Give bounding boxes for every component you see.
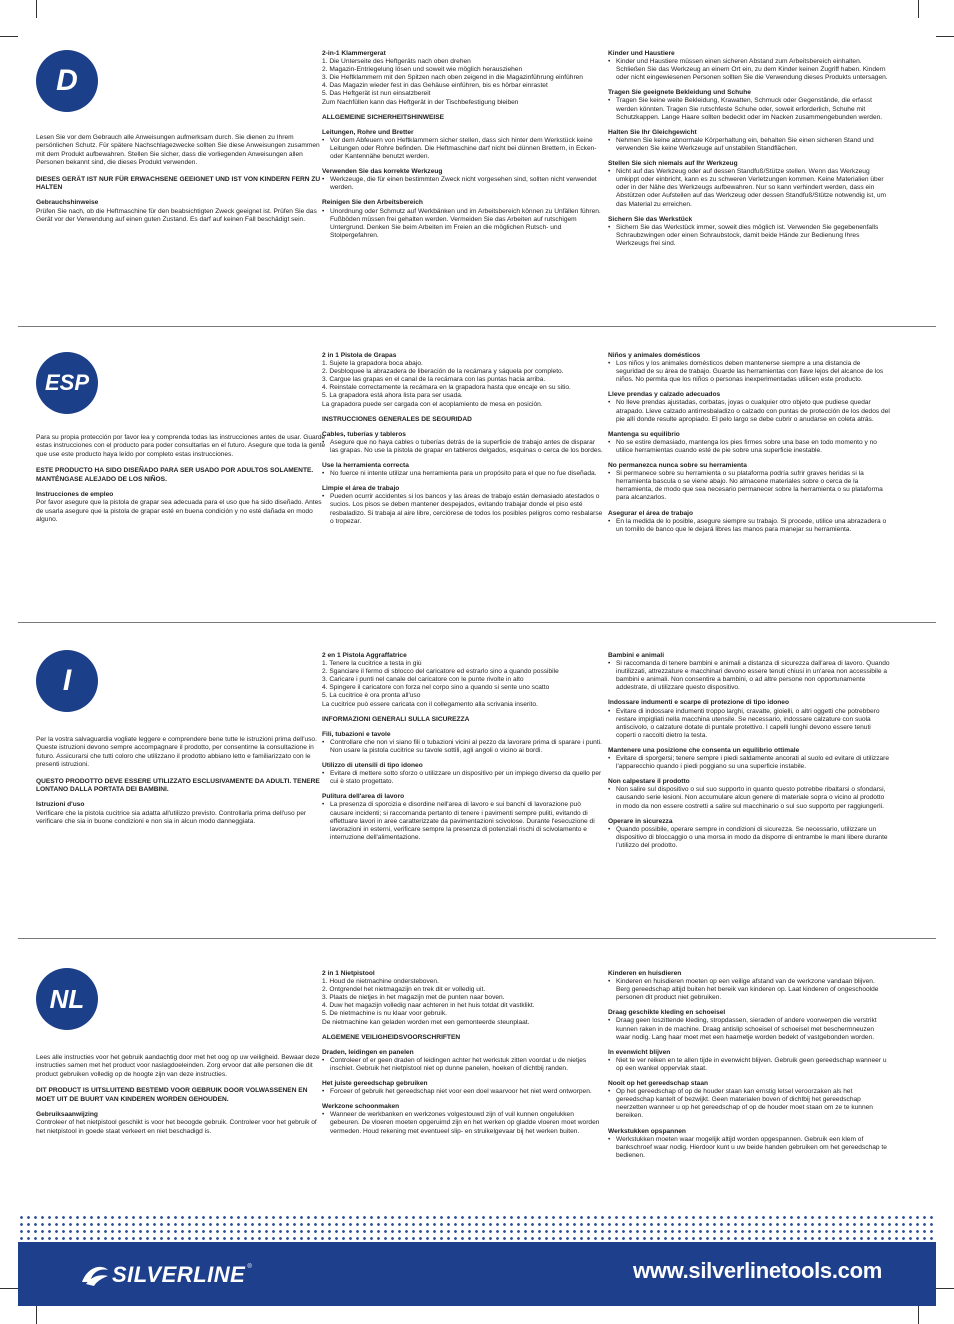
safety-text: • Kinder und Haustiere müssen einen sicheren Abstand zum Arbeitsbereich einhalten. Schließen Sie das Werkzeug an einem Ort ein, zu dem Kinder keinen Zugriff haben. Kindern oder nicht eingewiesenen Personen sollten Sie die Verwendung dieses Produkts untersagen. <box>608 58 890 82</box>
step-item: 4. Reinstale correctamente la recámara en la grapadora hasta que encaje en su sitio. <box>322 384 571 392</box>
usage-heading: Gebrauchshinweise <box>36 199 99 207</box>
general-safety-heading: INSTRUCCIONES GENERALES DE SEGURIDAD <box>322 415 472 423</box>
step-item: 2. Desbloquee la abrazadera de liberación de la recámara y sáquela por completo. <box>322 368 564 376</box>
intro-column <box>36 736 326 827</box>
crop-mark <box>0 1288 18 1289</box>
safety-heading: Use la herramienta correcta <box>322 462 409 470</box>
usage-text: Prüfen Sie nach, ob die Heftmaschine für den beabsichtigten Zweck geeignet ist. Prüfen Sie das Gerät vor der Verwendung auf einen guten Zustand. Es darf auf keinen Fall beschädigt sein. <box>36 207 317 224</box>
steps-note: Zum Nachfüllen kann das Heftgerät in der Tischbefestigung bleiben <box>322 98 519 106</box>
intro-column <box>36 134 326 225</box>
section-divider <box>18 326 936 327</box>
steps-list <box>322 978 604 1018</box>
steps-note: La grapadora puede ser cargada con el acoplamiento de mesa en posición. <box>322 400 543 408</box>
steps-list <box>322 660 604 700</box>
crop-mark <box>918 0 919 18</box>
step-item: 3. Cargue las grapas en el canal de la recámara con las puntas hacia arriba. <box>322 376 546 384</box>
safety-heading: In evenwicht blijven <box>608 1048 671 1056</box>
step-item: 3. Die Heftklammern mit den Spitzen nach oben zeigend in die Magazinführung einführen <box>322 74 583 82</box>
safety-column <box>608 970 890 1160</box>
safety-text: • Tragen Sie keine weite Bekleidung, Krawatten, Schmuck oder Gegenstände, die erfasst werden könnten. Tragen Sie rutschfeste Schuhe oder, soweit erforderlich, Schuhe mit Schutzkappen. Lange Haare sollten bedeckt oder im Nacken zusammengebunden werden. <box>608 97 890 121</box>
crop-mark <box>918 1306 919 1324</box>
instructions-column <box>322 352 604 526</box>
intro-text: Lees alle instructies voor het gebruik aandachtig door met het oog op uw veiligheid. Bewaar deze instructies samen met het product voor naslagdoeleinden. Zorg ervoor dat alle personen die dit product gebruiken volledig op de hoogte zijn van deze instructies. <box>36 1054 320 1078</box>
usage-heading: Instrucciones de empleo <box>36 491 114 499</box>
step-item: 4. Das Magazin wieder fest in das Gehäuse einführen, bis es hörbar einrastet <box>322 82 548 90</box>
safety-text: • Quando possibile, operare sempre in condizioni di sicurezza. Se necessario, utilizzare un dispositivo di bloccaggio o una morsa in modo da disporre di entrambe le mani libere durante l'utilizzo del prodotto. <box>608 826 890 850</box>
safety-heading: Werkstukken opspannen <box>608 1127 686 1135</box>
general-safety-heading: ALGEMENE VEILIGHEIDSVOORSCHRIFTEN <box>322 1033 461 1041</box>
safety-text: • Op het gereedschap of op de houder staan kan ernstig letsel veroorzaken als het gereedschap kantelt of bezwijkt. Geen materialen boven of dichtbij het gereedschap neerzetten wanneer u op het gereedschap of op de houder moet staan om ze te kunnen bereiken. <box>608 1088 890 1120</box>
safety-heading: Halten Sie Ihr Gleichgewicht <box>608 128 697 136</box>
safety-text: • Pueden ocurrir accidentes si los bancos y las áreas de trabajo están demasiado atestados o sucios. Los pisos se deben mantener despejados, evitando trabajar donde el piso esté resbaladizo. Si trabaja al aire libre, cerciórese de todos los posibles peligros como resbalarse o tropezar. <box>322 493 604 525</box>
safety-heading: Lleve prendas y calzado adecuados <box>608 391 721 399</box>
step-item: 2. Sganciare il fermo di sblocco del caricatore ed estrarlo sino a quando possibile <box>322 668 559 676</box>
instructions-column <box>322 970 604 1136</box>
safety-text: • Wanneer de werkbanken en werkzones volgestouwd zijn of vuil kunnen ongelukken gebeuren. De vloeren moeten opgeruimd zijn en het werken op gladde vloeren moet worden vermeden. Houd rekening met eventueel slip- en struikelgevaar bij het werken buiten. <box>322 1111 604 1135</box>
instructions-column <box>322 50 604 240</box>
safety-text: • Evitare di sporgersi; tenere sempre i piedi saldamente ancorati al suolo ed evitare di utilizzare l'apparecchio quando i piedi poggiano su una superficie instabile. <box>608 755 890 771</box>
safety-heading: Reinigen Sie den Arbeitsbereich <box>322 199 423 207</box>
steps-list <box>322 360 604 400</box>
safety-text: • No fuerce ni intente utilizar una herramienta para un propósito para el que no fue diseñada. <box>322 470 604 478</box>
step-item: 2. Magazin-Entriegelung lösen und soweit wie möglich herausziehen <box>322 66 523 74</box>
steps-note: De nietmachine kan geladen worden met een gemonteerde steunplaat. <box>322 1018 530 1026</box>
age-warning: DIESES GERÄT IST NUR FÜR ERWACHSENE GEEIGNET UND IST VON KINDERN FERN ZU HALTEN <box>36 175 321 192</box>
age-warning: ESTE PRODUCTO HA SIDO DISEÑADO PARA SER USADO POR ADULTOS SOLAMENTE. MANTÉNGASE ALEJADO DE LOS NIÑOS. <box>36 467 314 483</box>
safety-text: • Draag geen loszittende kleding, stropdassen, sieraden of andere voorwerpen die verstrikt kunnen raken in de machine. Draag antislip schoeisel of schoeisel met beschermneuzen waar nodig. Lang haar moet met een haarnetje worden bedekt of vastgebonden worden. <box>608 1017 890 1041</box>
safety-heading: Nooit op het gereedschap staan <box>608 1080 709 1088</box>
safety-text: • Forceer of gebruik het gereedschap niet voor een doel waarvoor het niet werd ontworpen. <box>322 1088 604 1096</box>
steps-heading: 2 in 1 Pistola de Grapas <box>322 352 397 359</box>
crop-mark <box>936 1288 954 1289</box>
safety-text: • Evitare di mettere sotto sforzo o utilizzare un dispositivo per un impiego diverso da quello per cui è stato progettato. <box>322 770 604 786</box>
safety-text: • Controllare che non vi siano fili o tubazioni vicini al pezzo da lavorare prima di sparare i punti. Non usare la pistola cucitrice su tavole sottili, agli angoli o vicino ai bordi. <box>322 739 604 755</box>
step-item: 5. De nietmachine is nu klaar voor gebruik. <box>322 1010 447 1018</box>
safety-heading: Tragen Sie geeignete Bekleidung und Schuhe <box>608 89 751 97</box>
logo-wordmark: SILVERLINE <box>112 1262 246 1287</box>
silverline-logo <box>78 1258 252 1292</box>
safety-text: • Niet te ver reiken en te allen tijde in evenwicht blijven. Gebruik geen gereedschap wanneer u op een wankel oppervlak staat. <box>608 1057 890 1073</box>
step-item: 5. La cucitrice è ora pronta all'uso <box>322 692 421 700</box>
age-warning: QUESTO PRODOTTO DEVE ESSERE UTILIZZATO ESCLUSIVAMENTE DA ADULTI. TENERE LONTANO DALLA PORTATA DEI BAMBINI. <box>36 777 320 794</box>
step-item: 4. Duw het magazijn volledig naar achteren in het huis totdat dit vastklikt. <box>322 1002 535 1010</box>
safety-text: • Controleer of er geen draden of leidingen achter het werkstuk zitten voordat u de nietjes inschiet. Gebruik het nietpistool niet op dunne panelen, hoeken of dichtbij randen. <box>322 1057 604 1073</box>
crop-mark <box>36 0 37 18</box>
usage-heading: Istruzioni d'uso <box>36 801 85 809</box>
intro-column <box>36 434 326 525</box>
safety-column <box>608 352 890 534</box>
step-item: 5. La grapadora está ahora lista para ser usada. <box>322 392 463 400</box>
age-warning: DIT PRODUCT IS UITSLUITEND BESTEMD VOOR GEBRUIK DOOR VOLWASSENEN EN MOET UIT DE BUURT VAN KINDEREN WORDEN GEHOUDEN. <box>36 1087 308 1103</box>
safety-heading: Niños y animales domésticos <box>608 352 701 359</box>
registered-mark: ® <box>247 1264 252 1270</box>
safety-heading: Sichern Sie das Werkstück <box>608 215 693 223</box>
safety-heading: Limpie el área de trabajo <box>322 485 400 493</box>
intro-text: Per la vostra salvaguardia vogliate leggere e comprendere bene tutte le istruzioni prima dell'uso. Queste istruzioni devono sempre accompagnare il prodotto, per consentirne la consultazione in futuro. Assicurarsi che tutti coloro che utilizzano il prodotto abbiano letto e familiarizzato con le presenti istruzioni. <box>36 736 317 769</box>
language-badge: ESP <box>36 352 98 414</box>
safety-text: • Evitare di indossare indumenti troppo larghi, cravatte, gioielli, o altri oggetti che potrebbero restare impigliati nella macchina utensile. Se necessario, indossare calzature con suola antiscivolo, o calzature dotate di puntale protettivo. I capelli lunghi devono essere tenuti coperti o raccolti dietro la testa. <box>608 708 890 740</box>
safety-heading: Kinder und Haustiere <box>608 50 675 57</box>
safety-text: • Asegure que no haya cables o tuberías detrás de la superficie de trabajo antes de disparar las grapas. No use la pistola de grapar en tableros delgados, esquinas o cerca de los bordes. <box>322 439 604 455</box>
step-item: 4. Spingere il caricatore con forza nel corpo sino a quando si sente uno scatto <box>322 684 550 692</box>
safety-text: • Non salire sul dispositivo o sul suo supporto in quanto questo potrebbe ribaltarsi o sfondarsi, causando serie lesioni. Non accumulare alcun genere di materiale sopra o vicino al prodotto in modo da non essere costretti a salire sul macchinario o sul suo supporto per raggiungerli. <box>608 786 890 810</box>
safety-heading: Cables, tuberías y tableros <box>322 430 406 438</box>
safety-heading: Mantenga su equilibrio <box>608 430 680 438</box>
safety-text: • Unordnung oder Schmutz auf Werkbänken und im Arbeitsbereich können zu Unfällen führen. Fußböden müssen frei gehalten werden. Vermeiden Sie das Arbeiten auf rutschigem Untergrund. Denken Sie beim Arbeiten im Freien an die möglichen Rutsch- und Stolpergefahren. <box>322 208 604 240</box>
intro-text: Lesen Sie vor dem Gebrauch alle Anweisungen aufmerksam durch. Sie dienen zu Ihrem persönlichen Schutz. Für spätere Nachschlagezwecke sollten Sie diese Anweisungen zusammen mit dem Produkt aufbewahren. Stellen Sie sicher, dass die vorliegenden Anweisungen allen Personen bekannt sind, die dieses Produkt verwenden. <box>36 134 320 167</box>
safety-heading: No permanezca nunca sobre su herramienta <box>608 462 747 470</box>
safety-heading: Utilizzo di utensili di tipo idoneo <box>322 762 423 770</box>
safety-heading: Het juiste gereedschap gebruiken <box>322 1080 428 1088</box>
instructions-column <box>322 652 604 842</box>
steps-heading: 2 in 1 Nietpistool <box>322 970 375 977</box>
safety-column <box>608 50 890 248</box>
steps-list <box>322 58 604 98</box>
usage-text: Controleer of het nietpistool geschikt is voor het beoogde gebruik. Controleer voor het gebruik of het nietpistool in goede staat verkeert en niet beschadigd is. <box>36 1119 317 1135</box>
safety-heading: Non calpestare il prodotto <box>608 778 690 786</box>
safety-text: • Si permanece sobre su herramienta o su plataforma podría sufrir graves heridas si la herramienta bascula o se viene abajo. No almacene materiales sobre o cerca de la herramienta, de modo que sea necesario permanecer sobre la herramienta o su plataforma para alcanzarlos. <box>608 470 890 502</box>
step-item: 3. Caricare i punti nel canale del caricatore con le punte rivolte in alto <box>322 676 524 684</box>
safety-text: • En la medida de lo posible, asegure siempre su trabajo. Si procede, utilice una abrazadera o un tornillo de banco que le dejará libres las manos para manejar su herramienta. <box>608 518 890 534</box>
safety-heading: Werkzone schoonmaken <box>322 1103 400 1111</box>
safety-heading: Draden, leidingen en panelen <box>322 1048 414 1056</box>
language-badge: NL <box>36 968 98 1030</box>
safety-heading: Kinderen en huisdieren <box>608 970 682 977</box>
intro-text: Para su propia protección por favor lea y comprenda todas las instrucciones antes de usar. Guarde estas instrucciones con el producto para poder consultarlas en el futuro. Asegure que toda la gente que use este producto haya leído por completo estas instrucciones. <box>36 434 326 458</box>
footer <box>18 1214 936 1306</box>
safety-text: • Nehmen Sie keine abnormale Körperhaltung ein, behalten Sie einen sicheren Stand und verwenden Sie keine Werkzeuge auf unstabilen Standflächen. <box>608 137 890 153</box>
safety-text: • Nicht auf das Werkzeug oder auf dessen Standfuß/Stütze stellen. Wenn das Werkzeug umkippt oder einbricht, kann es zu schweren Verletzungen kommen. Keine Materialien über oder in der Nähe des Werkzeugs aufbewahren. Nur so kann verhindert werden, dass ein Abstützen oder Aufstellen auf das Werkzeug oder dessen Standfuß/Stütze notwendig ist, um das Material zu erreichen. <box>608 168 890 208</box>
safety-heading: Verwenden Sie das korrekte Werkzeug <box>322 168 443 176</box>
language-badge: D <box>36 50 98 112</box>
crop-mark <box>936 36 954 37</box>
step-item: 1. Houd de nietmachine ondersteboven. <box>322 978 439 986</box>
step-item: 3. Plaats de nietjes in het magazijn met de punten naar boven. <box>322 994 505 1002</box>
safety-column <box>608 652 890 850</box>
section-divider <box>18 622 936 623</box>
usage-heading: Gebruiksaanwijzing <box>36 1111 98 1119</box>
safety-text: • Sichern Sie das Werkstück immer, soweit dies möglich ist. Verwenden Sie gegebenenfalls Schraubzwingen oder einen Schraubstock, damit beide Hände zur Bedienung Ihres Werkzeugs frei sind. <box>608 224 890 248</box>
safety-heading: Draag geschikte kleding en schoeisel <box>608 1009 726 1017</box>
safety-heading: Fili, tubazioni e tavole <box>322 730 391 738</box>
safety-heading: Indossare indumenti e scarpe di protezione di tipo idoneo <box>608 699 789 707</box>
silverline-logo-icon <box>78 1262 112 1288</box>
safety-heading: Stellen Sie sich niemals auf Ihr Werkzeug <box>608 160 738 168</box>
crop-mark <box>0 36 18 37</box>
website-url[interactable]: www.silverlinetools.com <box>632 1258 882 1283</box>
safety-heading: Asegurar el área de trabajo <box>608 509 694 517</box>
safety-text: • Los niños y los animales domésticos deben mantenerse siempre a una distancia de seguridad de su área de trabajo. Guarde las herramientas con llave lejos del alcance de los niños. No permita que los niños o personas inexperimentadas utilicen este producto. <box>608 360 890 384</box>
safety-text: • Kinderen en huisdieren moeten op een veilige afstand van de werkzone vandaan blijven. Berg gereedschap altijd buiten het bereik van kinderen op. Laat kinderen of ongeschoolde personen dit product niet gebruiken. <box>608 978 890 1002</box>
step-item: 1. Tenere la cucitrice a testa in giù <box>322 660 422 668</box>
crop-mark <box>36 1306 37 1324</box>
steps-heading: 2 en 1 Pistola Aggraffatrice <box>322 652 407 659</box>
safety-heading: Mantenere una posizione che consenta un equilibrio ottimale <box>608 746 800 754</box>
section-divider <box>18 938 936 939</box>
step-item: 5. Das Heftgerät ist nun einsatzbereit <box>322 90 431 98</box>
safety-text: • La presenza di sporcizia e disordine nell'area di lavoro e sui banchi di lavorazione può causare incidenti; si raccomanda pertanto di tenere i pavimenti sempre puliti, evitando di effettuare lavori in aree caratterizzate da pavimentazioni scivolose. Durante l'esecuzione di lavorazioni in esterni, verificare sempre la presenza di potenziali rischi di scivolamento e interruzione dell'alimentazione. <box>322 801 604 841</box>
intro-column <box>36 1054 326 1136</box>
usage-text: Verificare che la pistola cucitrice sia adatta all'utilizzo previsto. Controllarla prima dell'uso per verificare che sia in buone condizioni e non sia in alcun modo danneggiata. <box>36 809 307 826</box>
safety-heading: Pulitura dell'area di lavoro <box>322 793 405 801</box>
safety-text: • Vor dem Abfeuern von Heftklammern sicher stellen, dass sich hinter dem Werkstück keine Leitungen oder Rohre befinden. Die Heftmaschine darf nicht bei dünnen Brettern, in Ecken- oder Kantennähe benutzt werden. <box>322 137 604 161</box>
general-safety-heading: INFORMAZIONI GENERALI SULLA SICUREZZA <box>322 715 470 723</box>
safety-text: • No lleve prendas ajustadas, corbatas, joyas o cualquier otro objeto que pudiese quedar atrapado. Lleve calzado antirresbaladizo o calzado con puntas de protección de los dedos del pie allí donde resulte apropiado. El pelo largo se debe cubrir o anudarse en coleta atrás. <box>608 399 890 423</box>
usage-text: Por favor asegure que la pistola de grapar sea adecuada para el uso que ha sido diseñado. Antes de usarla asegure que la pistola de grapar esté en buena condición y no esté dañada en modo alguno. <box>36 499 322 524</box>
steps-note: La cucitrice può essere caricata con il collegamento alla scrivania inserito. <box>322 700 538 708</box>
safety-text: • Werkzeuge, die für einen bestimmten Zweck nicht vorgesehen sind, sollten nicht verwendet werden. <box>322 176 604 192</box>
safety-heading: Operare in sicurezza <box>608 817 673 825</box>
step-item: 1. Die Unterseite des Heftgeräts nach oben drehen <box>322 58 471 66</box>
language-badge: I <box>36 650 98 712</box>
safety-text: • No se estire demasiado, mantenga los pies firmes sobre una base en todo momento y no utilice herramientas cuando esté de pie sobre una superficie inestable. <box>608 439 890 455</box>
safety-text: • Si raccomanda di tenere bambini e animali a distanza di sicurezza dall'area di lavoro. Quando inutilizzati, attrezzature e macchinari devono essere tenuti chiusi in un'area non accessibile a bambini e animali. Non consentire a bambini, o ad altre persone non opportunamente addestrate, di utilizzare questo dispositivo. <box>608 660 890 692</box>
step-item: 1. Sujete la grapadora boca abajo. <box>322 360 423 368</box>
safety-text: • Werkstukken moeten waar mogelijk altijd worden opgespannen. Gebruik een klem of bankschroef waar nodig. Hierdoor kunt u uw beide handen gebruiken om het gereedschap te bedienen. <box>608 1136 890 1160</box>
safety-heading: Bambini e animali <box>608 652 665 659</box>
general-safety-heading: ALLGEMEINE SICHERHEITSHINWEISE <box>322 113 444 121</box>
safety-heading: Leitungen, Rohre und Bretter <box>322 128 414 136</box>
step-item: 2. Ontgrendel het nietmagazijn en trek dit er volledig uit. <box>322 986 486 994</box>
steps-heading: 2-in-1 Klammergerat <box>322 50 386 57</box>
